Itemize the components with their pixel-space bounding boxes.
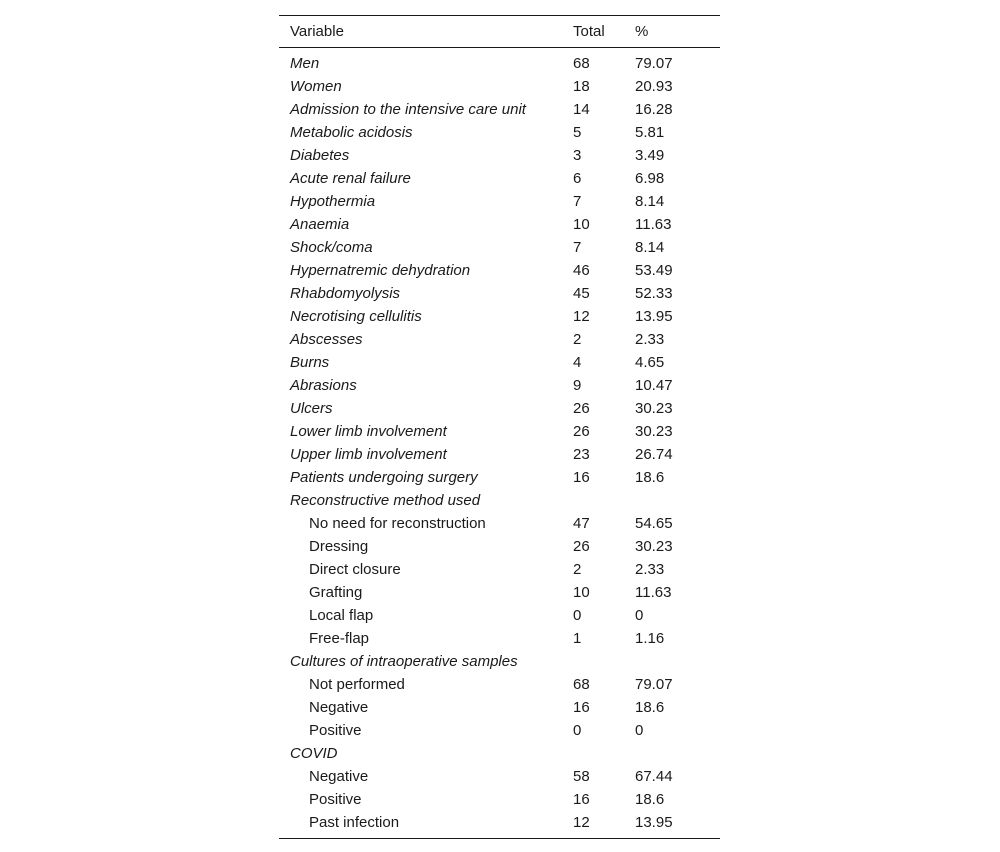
row-variable-label: Grafting [309, 584, 363, 601]
row-variable-label: Dressing [309, 538, 369, 555]
table-row [279, 673, 720, 696]
row-variable-label: Free-flap [309, 630, 370, 647]
row-variable-label: Anaemia [290, 216, 350, 233]
row-total-value: 26 [573, 400, 590, 417]
row-variable-label: Shock/coma [290, 239, 373, 256]
row-percent-value: 13.95 [635, 308, 673, 325]
row-total-value: 45 [573, 285, 590, 302]
row-percent-value: 13.95 [635, 814, 673, 831]
row-percent-value: 20.93 [635, 78, 673, 95]
row-percent-value: 30.23 [635, 423, 673, 440]
row-variable-label: Positive [309, 791, 362, 808]
table-row [279, 144, 720, 167]
table-row [279, 512, 720, 535]
table-row [279, 765, 720, 788]
row-percent-value: 2.33 [635, 331, 665, 348]
row-percent-value: 18.6 [635, 469, 665, 486]
row-percent-value: 11.63 [635, 584, 672, 601]
row-variable-label: Abrasions [290, 377, 357, 394]
table-row [279, 581, 720, 604]
table-row [279, 98, 720, 121]
row-total-value: 68 [573, 55, 590, 72]
row-total-value: 0 [573, 722, 582, 739]
row-total-value: 9 [573, 377, 582, 394]
row-total-value: 10 [573, 584, 590, 601]
row-total-value: 2 [573, 561, 582, 578]
row-variable-label: Acute renal failure [290, 170, 411, 187]
row-percent-value: 53.49 [635, 262, 673, 279]
row-variable-label: Not performed [309, 676, 405, 693]
table-row [279, 282, 720, 305]
table-row [279, 489, 720, 512]
table-row [279, 558, 720, 581]
row-percent-value: 5.81 [635, 124, 665, 141]
row-variable-label: Negative [309, 699, 369, 716]
row-percent-value: 0 [635, 607, 644, 624]
table-row [279, 604, 720, 627]
row-variable-label: Admission to the intensive care unit [290, 101, 526, 118]
header-total: Total [573, 23, 605, 40]
table-row [279, 48, 720, 76]
row-total-value: 58 [573, 768, 590, 785]
table-row [279, 121, 720, 144]
row-variable-label: Cultures of intraoperative samples [290, 653, 518, 670]
table-row [279, 397, 720, 420]
row-percent-value: 11.63 [635, 216, 672, 233]
table-row [279, 650, 720, 673]
table-row [279, 719, 720, 742]
row-total-value: 7 [573, 193, 582, 210]
table-row [279, 213, 720, 236]
table-row [279, 75, 720, 98]
table-row [279, 374, 720, 397]
row-percent-value: 4.65 [635, 354, 665, 371]
row-percent-value: 18.6 [635, 791, 665, 808]
row-percent-value: 52.33 [635, 285, 673, 302]
row-percent-value [635, 650, 720, 673]
table-row [279, 443, 720, 466]
row-variable-label: Rhabdomyolysis [290, 285, 401, 302]
row-variable-label: Positive [309, 722, 362, 739]
row-variable-label: COVID [290, 745, 338, 762]
row-total-value [573, 489, 635, 512]
row-percent-value [635, 742, 720, 765]
row-total-value: 26 [573, 538, 590, 555]
row-total-value: 7 [573, 239, 582, 256]
row-percent-value: 6.98 [635, 170, 665, 187]
row-total-value: 10 [573, 216, 590, 233]
data-table-container [279, 15, 720, 839]
row-variable-label: Direct closure [309, 561, 401, 578]
row-total-value: 47 [573, 515, 590, 532]
table-row [279, 167, 720, 190]
row-percent-value: 3.49 [635, 147, 665, 164]
header-row [279, 16, 720, 48]
row-variable-label: Women [290, 78, 342, 95]
row-total-value: 1 [573, 630, 582, 647]
row-variable-label: Ulcers [290, 400, 333, 417]
table-row [279, 627, 720, 650]
row-variable-label: Hypothermia [290, 193, 376, 210]
row-percent-value: 2.33 [635, 561, 665, 578]
row-variable-label: Upper limb involvement [290, 446, 447, 463]
row-total-value: 68 [573, 676, 590, 693]
row-percent-value [635, 489, 720, 512]
row-variable-label: Negative [309, 768, 369, 785]
row-total-value: 14 [573, 101, 590, 118]
row-total-value: 16 [573, 469, 590, 486]
row-variable-label: Men [290, 55, 320, 72]
row-total-value: 23 [573, 446, 590, 463]
row-percent-value: 54.65 [635, 515, 673, 532]
row-total-value [573, 742, 635, 765]
row-percent-value: 16.28 [635, 101, 673, 118]
row-percent-value: 8.14 [635, 239, 665, 256]
row-total-value: 12 [573, 308, 590, 325]
table-row [279, 788, 720, 811]
row-variable-label: Lower limb involvement [290, 423, 447, 440]
table-row [279, 190, 720, 213]
table-row [279, 305, 720, 328]
table-row [279, 351, 720, 374]
row-total-value: 2 [573, 331, 582, 348]
row-percent-value: 67.44 [635, 768, 673, 785]
row-total-value: 12 [573, 814, 590, 831]
row-variable-label: Necrotising cellulitis [290, 308, 422, 325]
row-variable-label: Reconstructive method used [290, 492, 481, 509]
table-row [279, 696, 720, 719]
table-header [279, 16, 720, 48]
row-total-value: 46 [573, 262, 590, 279]
row-total-value: 16 [573, 791, 590, 808]
row-total-value [573, 650, 635, 673]
row-percent-value: 26.74 [635, 446, 673, 463]
row-total-value: 16 [573, 699, 590, 716]
table-row [279, 535, 720, 558]
row-percent-value: 0 [635, 722, 644, 739]
table-row [279, 236, 720, 259]
table-row [279, 328, 720, 351]
row-total-value: 0 [573, 607, 582, 624]
table-row [279, 466, 720, 489]
row-variable-label: Patients undergoing surgery [290, 469, 478, 486]
row-variable-label: Burns [290, 354, 330, 371]
row-total-value: 6 [573, 170, 582, 187]
row-variable-label: Past infection [309, 814, 400, 831]
row-variable-label: Abscesses [290, 331, 363, 348]
row-percent-value: 18.6 [635, 699, 665, 716]
row-percent-value: 10.47 [635, 377, 673, 394]
data-table [279, 15, 720, 839]
table-row [279, 420, 720, 443]
row-percent-value: 30.23 [635, 400, 673, 417]
row-total-value: 5 [573, 124, 582, 141]
header-percent: % [635, 23, 649, 40]
row-variable-label: Metabolic acidosis [290, 124, 413, 141]
row-percent-value: 8.14 [635, 193, 665, 210]
row-percent-value: 79.07 [635, 676, 673, 693]
row-total-value: 26 [573, 423, 590, 440]
row-total-value: 4 [573, 354, 582, 371]
table-body [279, 48, 720, 839]
header-variable: Variable [290, 23, 344, 40]
row-percent-value: 79.07 [635, 55, 673, 72]
row-variable-label: Hypernatremic dehydration [290, 262, 471, 279]
row-variable-label: Local flap [309, 607, 374, 624]
table-row [279, 259, 720, 282]
table-row [279, 811, 720, 839]
table-row [279, 742, 720, 765]
row-total-value: 18 [573, 78, 590, 95]
row-total-value: 3 [573, 147, 582, 164]
row-percent-value: 30.23 [635, 538, 673, 555]
row-percent-value: 1.16 [635, 630, 665, 647]
row-variable-label: Diabetes [290, 147, 350, 164]
row-variable-label: No need for reconstruction [309, 515, 486, 532]
